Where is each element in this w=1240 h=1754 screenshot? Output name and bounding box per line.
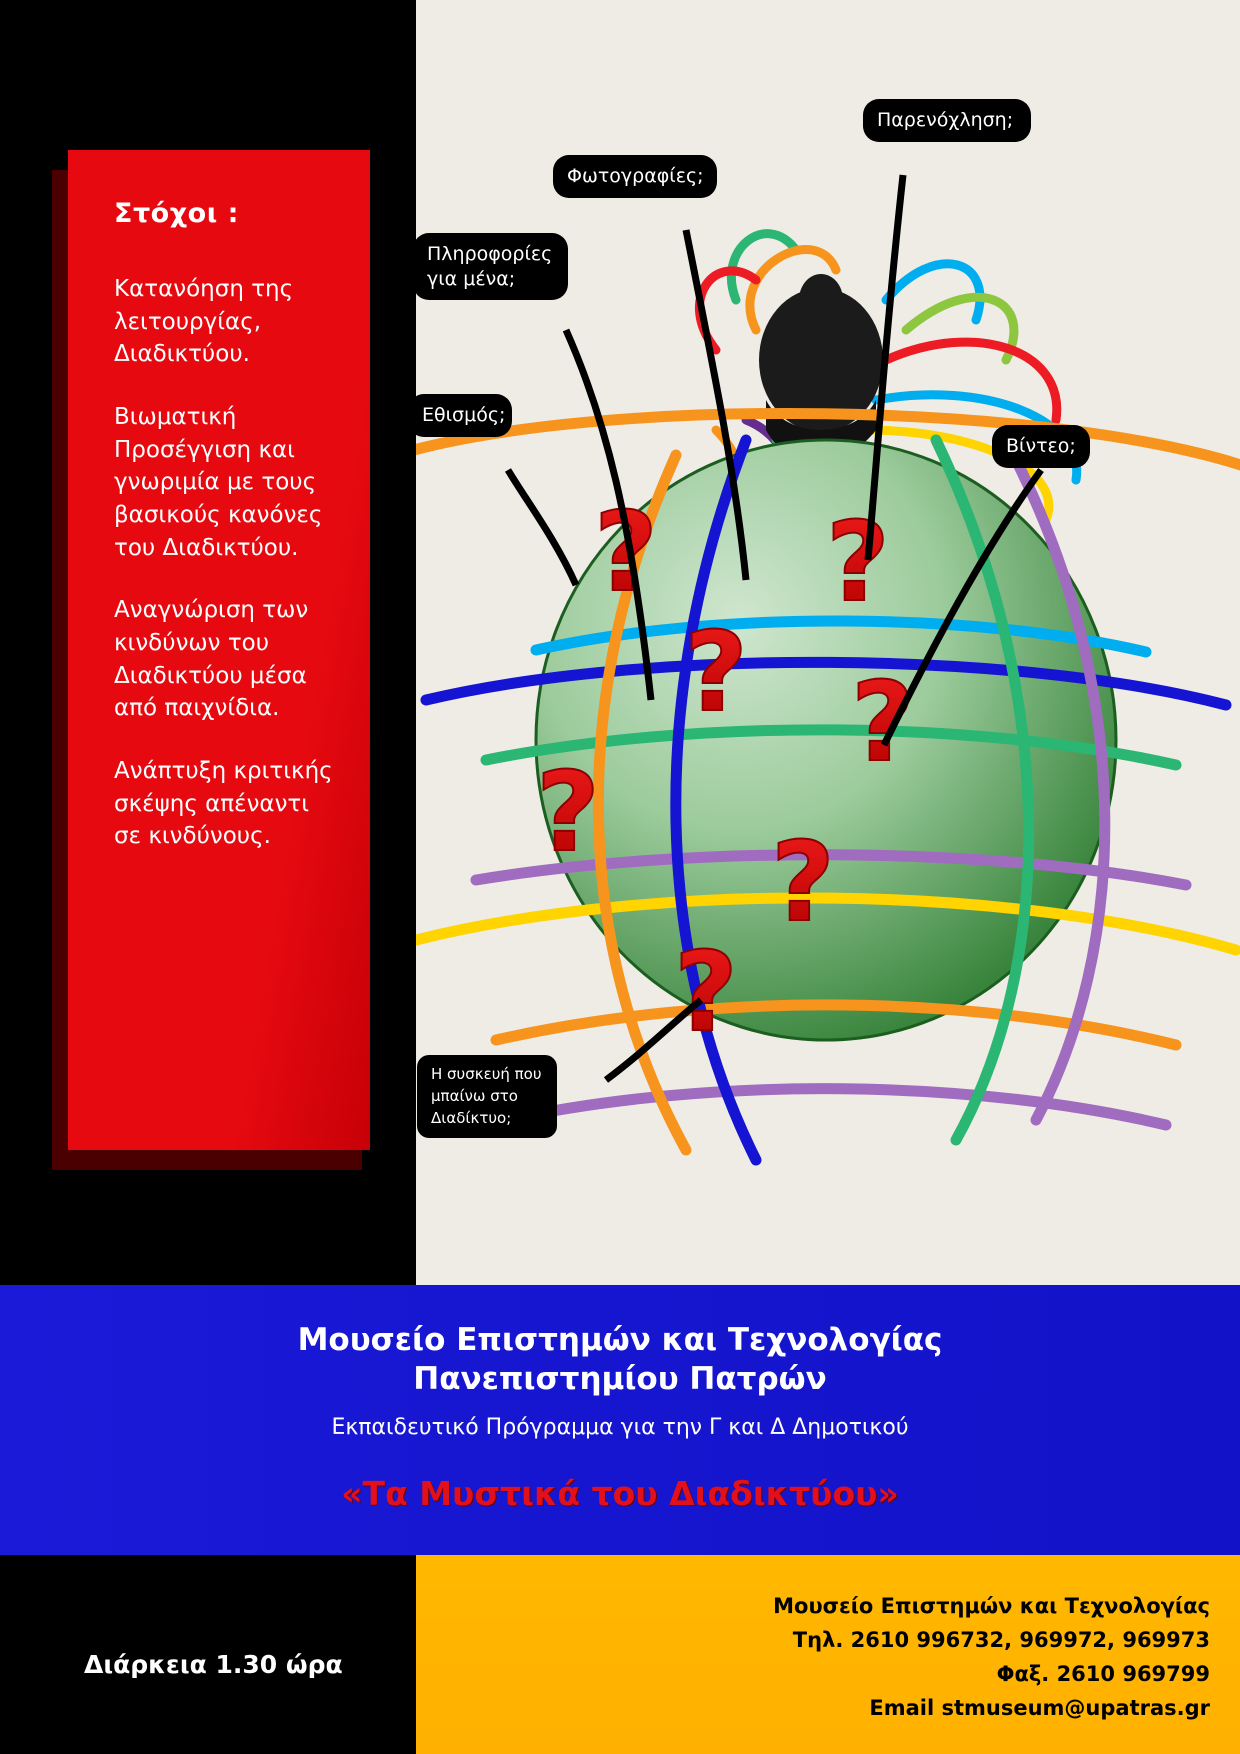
contact-email: Email stmuseum@upatras.gr [869,1696,1210,1721]
svg-text:?: ? [851,658,915,786]
svg-text:?: ? [674,928,738,1056]
callout-ethismos: Εθισμός; [408,394,512,437]
globe-illustration [416,0,1240,1285]
callout-suskevi: Η συσκευή που μπαίνω στο Διαδίκτυο; [417,1055,557,1138]
goals-box [68,150,370,1150]
svg-text:?: ? [771,818,835,946]
goal-item-4: Ανάπτυξη κριτικής σκέψης απέναντι σε κινδύνους. [114,757,333,850]
svg-text:?: ? [826,498,890,626]
footer-contact-box [416,1555,1240,1754]
svg-text:?: ? [684,608,748,736]
museum-title-line2: Πανεπιστημίου Πατρών [413,1360,827,1397]
museum-title-line1: Μουσείο Επιστημών και Τεχνολογίας [297,1322,943,1358]
callout-video: Βίντεο; [992,425,1090,468]
goal-item-3: Αναγνώριση των κινδύνων του Διαδικτύου μέσα από παιχνίδια. [114,597,309,722]
goal-item-1: Κατανόηση της λειτουργίας, Διαδικτύου. [114,276,294,368]
callout-parenochlisi: Παρενόχληση; [863,99,1031,142]
duration-label: Διάρκεια 1.30 ώρα [84,1650,343,1679]
program-title: «Τα Μυστικά του Διαδικτύου» [341,1473,899,1513]
svg-text:?: ? [594,488,658,616]
svg-text:?: ? [536,748,600,876]
contact-line-3: Φαξ. 2610 969799 [996,1662,1210,1687]
goals-title: Στόχοι : [114,198,239,229]
blue-banner [0,1285,1240,1555]
goal-item-2: Βιωματική Προσέγγιση και γνωριμία με τους βασικούς κανόνες του Διαδικτύου. [114,403,323,561]
contact-line-1: Μουσείο Επιστημών και Τεχνολογίας [773,1594,1210,1618]
callout-fotografies: Φωτογραφίες; [553,155,717,198]
callout-plirofories: Πληροφορίες για μένα; [413,233,568,300]
program-subtitle: Εκπαιδευτικό Πρόγραμμα για την Γ και Δ Δημοτικού [331,1414,909,1440]
contact-line-2: Τηλ. 2610 996732, 969972, 969973 [792,1628,1210,1653]
